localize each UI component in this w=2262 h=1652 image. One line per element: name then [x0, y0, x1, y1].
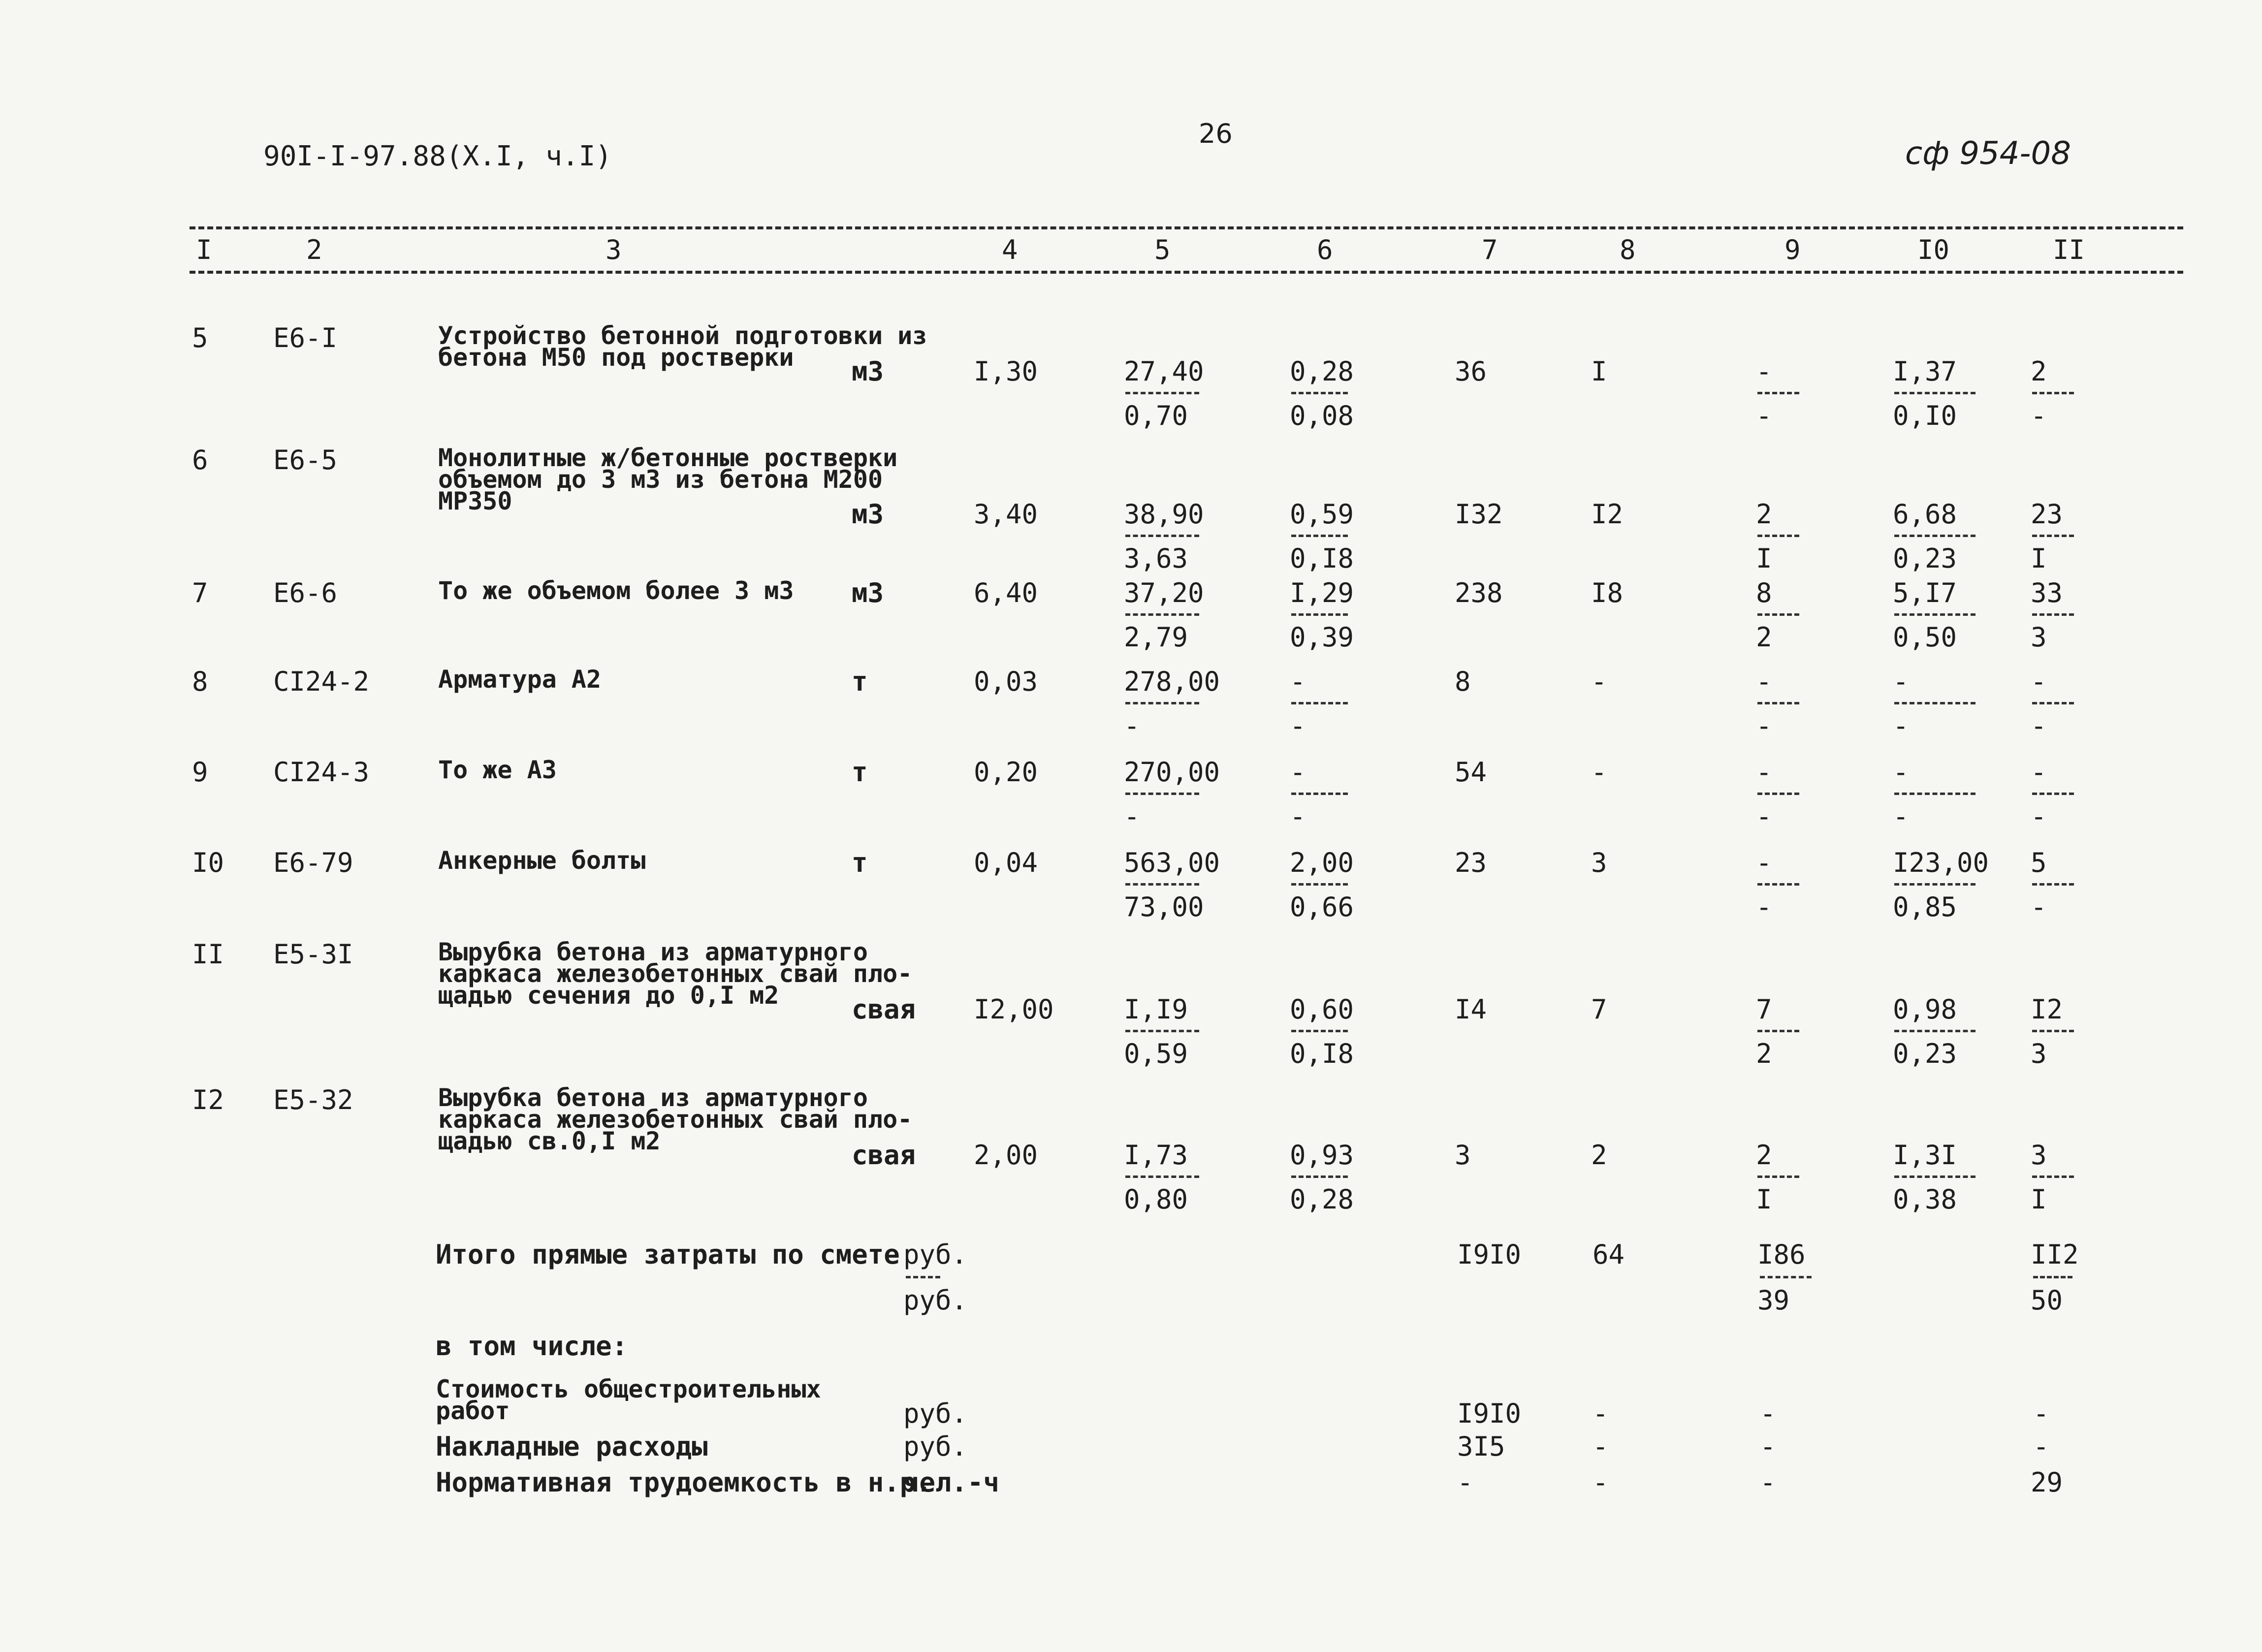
unit-of-measure: м3 — [852, 499, 884, 530]
c11-denominator: - — [2031, 801, 2047, 832]
c10-numerator: 5,I7 — [1893, 577, 1957, 608]
rate-code: СI24-3 — [273, 757, 370, 788]
col7-value: 3 — [1455, 1140, 1471, 1171]
totals-col9-fraction-bar — [1760, 1276, 1812, 1278]
c11-fraction-bar — [2032, 1175, 2074, 1178]
c6-denominator: 0,28 — [1290, 1184, 1354, 1215]
c9-numerator: 7 — [1756, 994, 1772, 1025]
col7-value: 8 — [1455, 666, 1471, 697]
c10-numerator: - — [1893, 757, 1909, 788]
rate-code: СI24-2 — [273, 666, 370, 697]
breakdown-col9: - — [1760, 1431, 1776, 1462]
c5-numerator: I,73 — [1124, 1140, 1188, 1171]
c6-fraction-bar — [1291, 1030, 1348, 1032]
page-number: 26 — [1199, 118, 1233, 149]
rate-code: Е6-79 — [273, 847, 353, 878]
unit-of-measure: т — [852, 666, 868, 697]
col7-value: I4 — [1455, 994, 1487, 1025]
c9-fraction-bar — [1757, 883, 1799, 886]
column-number-6: 6 — [1317, 234, 1333, 265]
c5-fraction-bar — [1125, 613, 1199, 616]
work-description: Вырубка бетона из арматурного каркаса железобетонных свай пло- щадью сечения до 0,I м2 — [438, 938, 913, 1010]
col8-value: 7 — [1591, 994, 1607, 1025]
totals-unit-bottom: руб. — [903, 1285, 968, 1316]
breakdown-col11: 29 — [2031, 1467, 2063, 1498]
c10-fraction-bar — [1894, 702, 1975, 704]
c9-denominator: - — [1756, 400, 1772, 431]
c5-denominator: 0,70 — [1124, 400, 1188, 431]
c5-fraction-bar — [1125, 1175, 1199, 1178]
c5-numerator: 270,00 — [1124, 757, 1220, 788]
c6-numerator: I,29 — [1290, 577, 1354, 608]
unit-of-measure: т — [852, 757, 868, 788]
c6-denominator: 0,I8 — [1290, 543, 1354, 574]
column-number-3: 3 — [605, 234, 622, 265]
col8-value: - — [1591, 666, 1607, 697]
c9-fraction-bar — [1757, 1175, 1799, 1178]
c5-denominator: - — [1124, 710, 1140, 741]
c5-numerator: 38,90 — [1124, 499, 1204, 530]
c11-fraction-bar — [2032, 702, 2074, 704]
breakdown-col7: - — [1457, 1467, 1473, 1498]
row-number: 8 — [192, 666, 208, 697]
c9-fraction-bar — [1757, 1030, 1799, 1032]
c11-numerator: 23 — [2031, 499, 2063, 530]
rate-code: Е6-6 — [273, 577, 338, 608]
c10-denominator: 0,23 — [1893, 543, 1957, 574]
rate-code: Е5-32 — [273, 1084, 353, 1115]
c6-numerator: 0,93 — [1290, 1140, 1354, 1171]
header-top-rule — [190, 226, 2183, 229]
row-number: II — [192, 939, 224, 970]
c11-numerator: 3 — [2031, 1140, 2047, 1171]
c9-numerator: - — [1756, 666, 1772, 697]
breakdown-unit: чел.-ч — [903, 1467, 1000, 1498]
c9-denominator: - — [1756, 891, 1772, 922]
c10-denominator: - — [1893, 801, 1909, 832]
c11-numerator: 5 — [2031, 847, 2047, 878]
totals-label: Итого прямые затраты по смете — [436, 1239, 900, 1270]
c9-numerator: 8 — [1756, 577, 1772, 608]
c5-denominator: 3,63 — [1124, 543, 1188, 574]
unit-of-measure: свая — [852, 994, 916, 1025]
c5-denominator: 0,59 — [1124, 1038, 1188, 1069]
c6-numerator: - — [1290, 757, 1306, 788]
breakdown-col11: - — [2033, 1398, 2049, 1429]
c10-denominator: 0,23 — [1893, 1038, 1957, 1069]
breakdown-col11: - — [2033, 1431, 2049, 1462]
totals-col8: 64 — [1593, 1239, 1625, 1270]
totals-col11-top: II2 — [2031, 1239, 2079, 1270]
breakdown-col8: - — [1593, 1467, 1609, 1498]
totals-col11-bottom: 50 — [2031, 1285, 2063, 1316]
col8-value: I8 — [1591, 577, 1624, 608]
quantity: 0,20 — [974, 757, 1038, 788]
c6-fraction-bar — [1291, 702, 1348, 704]
c5-fraction-bar — [1125, 793, 1199, 795]
c9-fraction-bar — [1757, 613, 1799, 616]
c5-numerator: 27,40 — [1124, 356, 1204, 387]
c10-denominator: 0,38 — [1893, 1184, 1957, 1215]
c11-fraction-bar — [2032, 883, 2074, 886]
header-bottom-rule — [190, 271, 2183, 274]
c9-denominator: 2 — [1756, 1038, 1772, 1069]
c6-numerator: - — [1290, 666, 1306, 697]
c9-denominator: 2 — [1756, 622, 1772, 653]
c6-fraction-bar — [1291, 613, 1348, 616]
c5-denominator: - — [1124, 801, 1140, 832]
unit-of-measure: свая — [852, 1140, 916, 1171]
work-description: То же А3 — [438, 756, 557, 784]
c6-fraction-bar — [1291, 535, 1348, 537]
breakdown-unit: руб. — [903, 1398, 968, 1429]
c10-fraction-bar — [1894, 883, 1975, 886]
c9-numerator: - — [1756, 847, 1772, 878]
c5-denominator: 73,00 — [1124, 891, 1204, 922]
col8-value: - — [1591, 757, 1607, 788]
column-number-7: 7 — [1482, 234, 1498, 265]
c6-fraction-bar — [1291, 883, 1348, 886]
breakdown-col8: - — [1593, 1431, 1609, 1462]
c6-numerator: 0,28 — [1290, 356, 1354, 387]
c10-denominator: - — [1893, 710, 1909, 741]
row-number: 7 — [192, 577, 208, 608]
quantity: I,30 — [974, 356, 1038, 387]
column-number-10: I0 — [1917, 234, 1950, 265]
c5-fraction-bar — [1125, 1030, 1199, 1032]
c6-denominator: 0,66 — [1290, 891, 1354, 922]
c6-numerator: 2,00 — [1290, 847, 1354, 878]
row-number: 5 — [192, 322, 208, 353]
c10-fraction-bar — [1894, 613, 1975, 616]
c11-denominator: I — [2031, 1184, 2047, 1215]
c6-fraction-bar — [1291, 392, 1348, 394]
quantity: 2,00 — [974, 1140, 1038, 1171]
c10-numerator: - — [1893, 666, 1909, 697]
totals-unit-fraction-bar — [906, 1276, 940, 1278]
c11-denominator: 3 — [2031, 1038, 2047, 1069]
c10-numerator: 0,98 — [1893, 994, 1957, 1025]
unit-of-measure: т — [852, 847, 868, 878]
c10-numerator: I23,00 — [1893, 847, 1989, 878]
col7-value: 238 — [1455, 577, 1503, 608]
c9-numerator: 2 — [1756, 499, 1772, 530]
rate-code: Е6-I — [273, 322, 338, 353]
c9-denominator: - — [1756, 710, 1772, 741]
c6-fraction-bar — [1291, 1175, 1348, 1178]
col8-value: I2 — [1591, 499, 1624, 530]
c9-numerator: 2 — [1756, 1140, 1772, 1171]
c10-fraction-bar — [1894, 1175, 1975, 1178]
breakdown-col9: - — [1760, 1467, 1776, 1498]
column-number-9: 9 — [1784, 234, 1801, 265]
c6-fraction-bar — [1291, 793, 1348, 795]
c5-denominator: 0,80 — [1124, 1184, 1188, 1215]
work-description: Анкерные болты — [438, 846, 646, 875]
work-description: Вырубка бетона из арматурного каркаса железобетонных свай пло- щадью св.0,I м2 — [438, 1083, 913, 1155]
breakdown-col9: - — [1760, 1398, 1776, 1429]
c9-fraction-bar — [1757, 535, 1799, 537]
breakdown-col8: - — [1593, 1398, 1609, 1429]
breakdown-unit: руб. — [903, 1431, 968, 1462]
row-number: 9 — [192, 757, 208, 788]
col7-value: 54 — [1455, 757, 1487, 788]
c5-fraction-bar — [1125, 883, 1199, 886]
c10-numerator: I,37 — [1893, 356, 1957, 387]
c10-fraction-bar — [1894, 392, 1975, 394]
c11-denominator: - — [2031, 400, 2047, 431]
c10-numerator: 6,68 — [1893, 499, 1957, 530]
c9-denominator: - — [1756, 801, 1772, 832]
col7-value: I32 — [1455, 499, 1503, 530]
c9-fraction-bar — [1757, 392, 1799, 394]
c11-denominator: - — [2031, 891, 2047, 922]
c10-denominator: 0,85 — [1893, 891, 1957, 922]
c5-numerator: 278,00 — [1124, 666, 1220, 697]
breakdown-label: Стоимость общестроительных работ — [436, 1375, 821, 1425]
column-number-5: 5 — [1154, 234, 1171, 265]
c9-denominator: I — [1756, 543, 1772, 574]
c6-denominator: - — [1290, 710, 1306, 741]
c9-fraction-bar — [1757, 793, 1799, 795]
c5-fraction-bar — [1125, 392, 1199, 394]
totals-col11-fraction-bar — [2033, 1276, 2072, 1278]
c10-numerator: I,3I — [1893, 1140, 1957, 1171]
c9-numerator: - — [1756, 356, 1772, 387]
breakdown-col7: 3I5 — [1457, 1431, 1505, 1462]
c10-fraction-bar — [1894, 1030, 1975, 1032]
c5-numerator: 37,20 — [1124, 577, 1204, 608]
column-number-1: I — [196, 234, 212, 265]
c9-denominator: I — [1756, 1184, 1772, 1215]
c6-denominator: 0,39 — [1290, 622, 1354, 653]
col8-value: 3 — [1591, 847, 1607, 878]
c11-fraction-bar — [2032, 1030, 2074, 1032]
work-description: Монолитные ж/бетонные ростверки объемом до 3 м3 из бетона М200 МР350 — [438, 444, 898, 515]
column-number-11: II — [2053, 234, 2085, 265]
column-number-4: 4 — [1002, 234, 1018, 265]
c5-fraction-bar — [1125, 535, 1199, 537]
c6-numerator: 0,60 — [1290, 994, 1354, 1025]
c9-fraction-bar — [1757, 702, 1799, 704]
unit-of-measure: м3 — [852, 356, 884, 387]
c10-fraction-bar — [1894, 535, 1975, 537]
c10-denominator: 0,I0 — [1893, 400, 1957, 431]
col7-value: 23 — [1455, 847, 1487, 878]
c11-fraction-bar — [2032, 613, 2074, 616]
breakdown-col7: I9I0 — [1457, 1398, 1522, 1429]
breakdown-label: Нормативная трудоемкость в н.р. — [436, 1467, 932, 1498]
work-description: Арматура А2 — [438, 665, 602, 694]
document-code: 90I-I-97.88(X.I, ч.I) — [263, 140, 612, 172]
col8-value: 2 — [1591, 1140, 1607, 1171]
c6-denominator: 0,I8 — [1290, 1038, 1354, 1069]
c10-denominator: 0,50 — [1893, 622, 1957, 653]
col8-value: I — [1591, 356, 1607, 387]
totals-col9-bottom: 39 — [1757, 1285, 1790, 1316]
totals-col9-top: I86 — [1757, 1239, 1806, 1270]
c11-denominator: 3 — [2031, 622, 2047, 653]
unit-of-measure: м3 — [852, 577, 884, 608]
c5-numerator: 563,00 — [1124, 847, 1220, 878]
c10-fraction-bar — [1894, 793, 1975, 795]
c6-denominator: 0,08 — [1290, 400, 1354, 431]
c11-denominator: - — [2031, 710, 2047, 741]
quantity: 0,04 — [974, 847, 1038, 878]
quantity: 6,40 — [974, 577, 1038, 608]
row-number: 6 — [192, 445, 208, 476]
c11-fraction-bar — [2032, 392, 2074, 394]
c11-denominator: I — [2031, 543, 2047, 574]
col7-value: 36 — [1455, 356, 1487, 387]
quantity: 0,03 — [974, 666, 1038, 697]
c6-numerator: 0,59 — [1290, 499, 1354, 530]
breakdown-label: Накладные расходы — [436, 1431, 708, 1462]
rate-code: Е6-5 — [273, 445, 338, 476]
including-label: в том числе: — [436, 1331, 628, 1362]
c11-fraction-bar — [2032, 535, 2074, 537]
row-number: I0 — [192, 847, 224, 878]
column-number-2: 2 — [306, 234, 322, 265]
c5-fraction-bar — [1125, 702, 1199, 704]
quantity: I2,00 — [974, 994, 1054, 1025]
c11-numerator: 2 — [2031, 356, 2047, 387]
c5-numerator: I,I9 — [1124, 994, 1188, 1025]
stamp-number: сф 954-08 — [1905, 135, 2071, 172]
column-number-8: 8 — [1620, 234, 1636, 265]
c11-fraction-bar — [2032, 793, 2074, 795]
c11-numerator: 33 — [2031, 577, 2063, 608]
quantity: 3,40 — [974, 499, 1038, 530]
c6-denominator: - — [1290, 801, 1306, 832]
c5-denominator: 2,79 — [1124, 622, 1188, 653]
work-description: Устройство бетонной подготовки из бетона М50 под ростверки — [438, 321, 927, 372]
c11-numerator: - — [2031, 666, 2047, 697]
row-number: I2 — [192, 1084, 224, 1115]
totals-unit-top: руб. — [903, 1239, 968, 1270]
c11-numerator: I2 — [2031, 994, 2063, 1025]
work-description: То же объемом более 3 м3 — [438, 576, 794, 605]
totals-col7: I9I0 — [1457, 1239, 1522, 1270]
c11-numerator: - — [2031, 757, 2047, 788]
rate-code: Е5-3I — [273, 939, 353, 970]
c9-numerator: - — [1756, 757, 1772, 788]
